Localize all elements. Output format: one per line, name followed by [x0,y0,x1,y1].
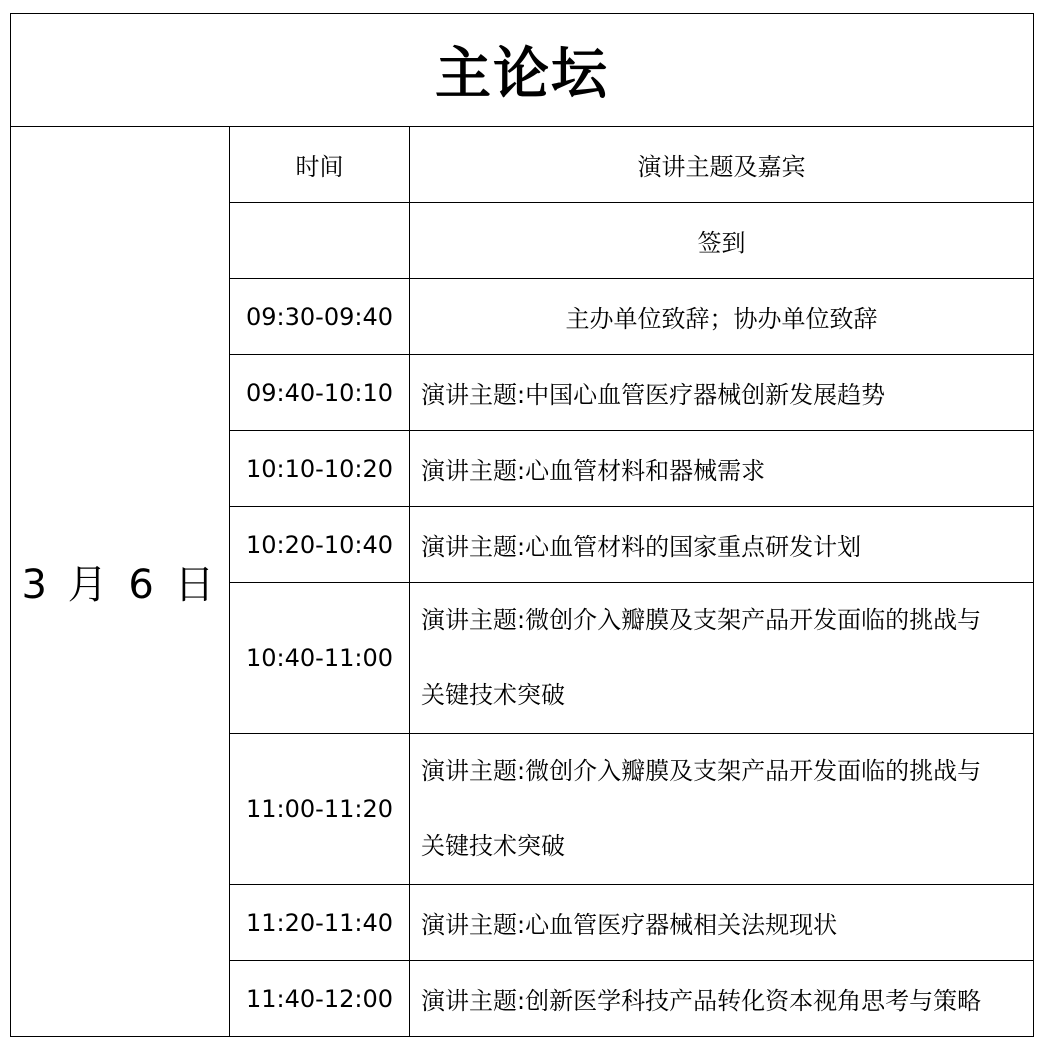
time-cell: 09:30-09:40 [230,279,410,355]
topic-line: 演讲主题:微创介入瓣膜及支架产品开发面临的挑战与 [421,757,982,785]
date-cell: 3 月 6 日 [11,127,230,1037]
topic-cell: 演讲主题:中国心血管医疗器械创新发展趋势 [410,355,1034,431]
time-cell: 11:40-12:00 [230,961,410,1037]
topic-cell [410,583,1034,734]
topic-cell [410,734,1034,885]
schedule-table [10,13,1034,1037]
page-title: 主论坛 [11,14,1034,127]
title-row [11,14,1034,127]
time-cell: 11:00-11:20 [230,734,410,885]
time-cell: 10:10-10:20 [230,431,410,507]
topic-column-header: 演讲主题及嘉宾 [410,127,1034,203]
time-cell: 11:20-11:40 [230,885,410,961]
topic-line: 关键技术突破 [421,832,565,860]
topic-line: 关键技术突破 [421,681,565,709]
topic-cell: 主办单位致辞；协办单位致辞 [410,279,1034,355]
time-cell: 10:20-10:40 [230,507,410,583]
topic-cell: 演讲主题:心血管材料的国家重点研发计划 [410,507,1034,583]
header-row [11,127,1034,203]
time-cell: 09:40-10:10 [230,355,410,431]
topic-cell: 演讲主题:心血管材料和器械需求 [410,431,1034,507]
topic-cell: 演讲主题:心血管医疗器械相关法规现状 [410,885,1034,961]
topic-cell: 演讲主题:创新医学科技产品转化资本视角思考与策略 [410,961,1034,1037]
time-cell [230,203,410,279]
topic-line: 演讲主题:微创介入瓣膜及支架产品开发面临的挑战与 [421,606,982,634]
time-cell: 10:40-11:00 [230,583,410,734]
time-column-header: 时间 [230,127,410,203]
topic-cell: 签到 [410,203,1034,279]
